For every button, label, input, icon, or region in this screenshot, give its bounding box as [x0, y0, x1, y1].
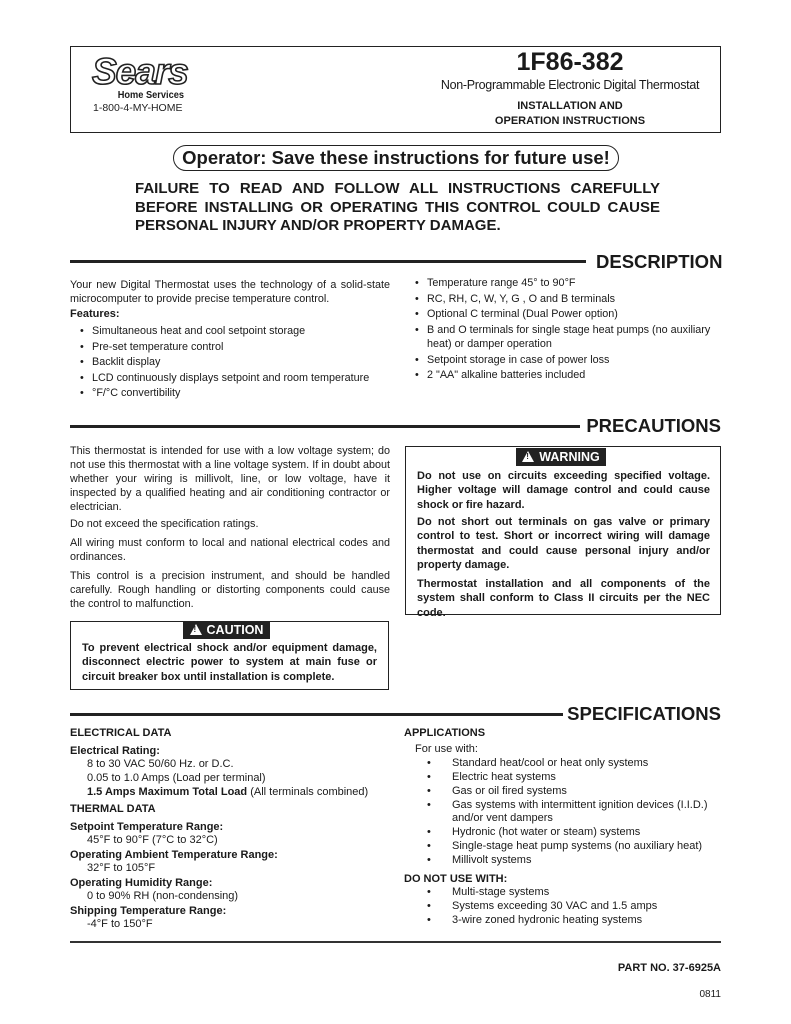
electrical-heading: ELECTRICAL DATA [70, 727, 172, 739]
document-code: 0811 [699, 989, 721, 1000]
section-rule [70, 260, 586, 263]
application-item: • Electric heat systems [404, 771, 729, 785]
caution-label [183, 621, 270, 639]
electrical-line: 8 to 30 VAC 50/60 Hz. or D.C. [87, 758, 234, 770]
section-rule [70, 713, 563, 716]
thermal-value: 32°F to 105°F [87, 862, 156, 875]
max-load-bold: 1.5 Amps Maximum Total Load [87, 785, 248, 798]
application-item: • Single-stage heat pump systems (no auxiliary heat) [404, 840, 729, 854]
specifications-title: SPECIFICATIONS [567, 703, 721, 724]
max-load-rest: (All terminals combined) [247, 785, 369, 798]
warning-paragraph: Do not use on circuits exceeding specified voltage. Higher voltage will damage control and could cause shock or fire hazard. [417, 470, 710, 511]
warning-paragraph: Thermostat installation and all components of the system shall conform to Class II circuits per the NEC code. [417, 578, 710, 619]
model-number: 1F86-382 [516, 48, 624, 76]
do-not-use-item: • Multi-stage systems [404, 886, 729, 900]
for-use-with: For use with: [415, 743, 478, 755]
applications [404, 726, 729, 928]
precautions-paragraph: All wiring must conform to local and national electrical codes and ordinances. [70, 537, 390, 563]
brand-subtitle: Home Services [117, 89, 184, 101]
application-item: • Millivolt systems [404, 854, 729, 868]
applications-list [404, 757, 729, 868]
sears-logo: Sears [92, 51, 188, 92]
application-item: • Standard heat/cool or heat only systems [404, 757, 729, 771]
description-bullet: • 2 "AA" alkaline batteries included [415, 368, 725, 384]
electrical-data [70, 726, 390, 932]
application-item: • Gas systems with intermittent ignition devices (I.I.D.) and/or vent dampers [404, 799, 729, 827]
thermal-label: Operating Humidity Range: [70, 876, 213, 889]
description-bullet: • RC, RH, C, W, Y, G , O and B terminals [415, 292, 725, 308]
caution-label-text: CAUTION [206, 623, 264, 637]
operator-note: Operator: Save these instructions for future use! [173, 145, 619, 171]
thermal-label: Setpoint Temperature Range: [70, 821, 224, 834]
do-not-use-list [404, 886, 729, 928]
thermal-value: 45°F to 90°F (7°C to 32°C) [87, 834, 218, 847]
do-not-use-item: • 3-wire zoned hydronic heating systems [404, 914, 729, 928]
thermal-value: 0 to 90% RH (non-condensing) [87, 889, 239, 902]
thermal-label: Operating Ambient Temperature Range: [70, 849, 278, 862]
feature-item: • °F/°C convertibility [80, 386, 400, 402]
applications-heading: APPLICATIONS [404, 727, 486, 739]
precautions-title: PRECAUTIONS [586, 415, 721, 436]
thermal-value: -4°F to 150°F [87, 917, 153, 930]
precautions-paragraph: Do not exceed the specification ratings. [70, 518, 259, 530]
warning-paragraph: Do not short out terminals on gas valve or primary control to test. Short or incorrect wiring will damage thermostat and could cause personal injury and/or property damage. [417, 516, 710, 571]
warning-triangle-icon [522, 451, 534, 462]
thermal-heading: THERMAL DATA [70, 803, 156, 816]
description-bullet: • Temperature range 45° to 90°F [415, 276, 725, 292]
description-bullet: • B and O terminals for single stage heat pumps (no auxiliary heat) or damper operation [415, 323, 725, 352]
description-title: DESCRIPTION [596, 251, 723, 272]
warning-triangle-icon [190, 624, 202, 635]
instructions-title-line1: INSTALLATION AND [517, 100, 623, 112]
features-list [80, 324, 400, 402]
description-bullets [415, 276, 725, 384]
failure-warning: FAILURE TO READ AND FOLLOW ALL INSTRUCTIONS CAREFULLY BEFORE INSTALLING OR OPERATING THIS CONTROL COULD CAUSE PERSONAL INJURY AND/OR PROPERTY DAMAGE. [135, 180, 660, 234]
product-subtitle: Non-Programmable Electronic Digital Thermostat [440, 78, 700, 92]
electrical-line: 0.05 to 1.0 Amps (Load per terminal) [87, 771, 266, 784]
feature-item: • Backlit display [80, 355, 400, 371]
description-intro: Your new Digital Thermostat uses the technology of a solid-state microcomputer to provide precise temperature control. [70, 279, 390, 305]
electrical-rating-label: Electrical Rating: [70, 745, 160, 757]
application-item: • Gas or oil fired systems [404, 785, 729, 799]
thermal-label: Shipping Temperature Range: [70, 904, 227, 917]
max-load-line [70, 786, 390, 800]
phone-number: 1-800-4-MY-HOME [93, 102, 183, 114]
section-rule [70, 425, 580, 428]
feature-item: • LCD continuously displays setpoint and room temperature [80, 371, 400, 387]
caution-text: To prevent electrical shock and/or equipment damage, disconnect electric power to system at main fuse or circuit breaker box until installation is complete. [82, 642, 377, 683]
warning-label-text: WARNING [539, 450, 600, 464]
part-number: PART NO. 37-6925A [617, 962, 721, 974]
features-heading: Features: [70, 308, 120, 320]
footer-rule [70, 941, 721, 943]
feature-item: • Pre-set temperature control [80, 340, 400, 356]
description-bullet: • Optional C terminal (Dual Power option) [415, 307, 725, 323]
precautions-paragraph: This control is a precision instrument, and should be handled carefully. Rough handling or distorting components could cause the control to malfunction. [70, 570, 390, 610]
precautions-paragraph: This thermostat is intended for use with a low voltage system; do not use this thermostat with a line voltage system. If in doubt about whether your wiring is millivolt, line, or low voltage, have it inspected by a qualified heating and air conditioning contractor or electrician. [70, 445, 390, 513]
do-not-use-item: • Systems exceeding 30 VAC and 1.5 amps [404, 900, 729, 914]
do-not-use-heading: DO NOT USE WITH: [404, 873, 508, 886]
warning-label [516, 448, 606, 466]
feature-item: • Simultaneous heat and cool setpoint storage [80, 324, 400, 340]
instructions-title-line2: OPERATION INSTRUCTIONS [494, 115, 646, 127]
application-item: • Hydronic (hot water or steam) systems [404, 826, 729, 840]
description-bullet: • Setpoint storage in case of power loss [415, 353, 725, 369]
